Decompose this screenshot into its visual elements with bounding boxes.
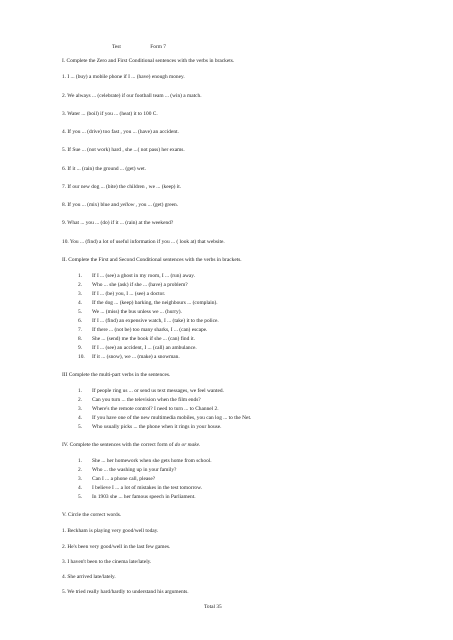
section-2-item: Who ... she (ask) if she ... (have) a problem? [92, 282, 188, 288]
section-5-item: 5. We tried really hard/hardly to understand his arguments. [62, 589, 189, 595]
section-4-item: In 1903 she ... her famous speech in Parliament. [92, 494, 196, 500]
section-4-title-text: IV. Complete the sentences with the correct form of [62, 442, 175, 448]
section-2-item: She ... (send) me the book if she ... (can) find it. [92, 336, 195, 342]
item-number: 6. [78, 318, 83, 324]
section-2-item: If it ... (snow), we ... (make) a snowman. [92, 354, 180, 360]
section-2-item: If I ... (find) an expensive watch, I ... (take) it to the police. [92, 318, 219, 324]
section-1-item: 1. I ... (buy) a mobile phone if I ... (have) enough money. [62, 74, 185, 80]
section-1-item: 5. If Sue ... (not work) hard , she ...( not pass) her exams. [62, 147, 185, 153]
item-number: 3. [78, 406, 83, 412]
item-number: 5. [78, 494, 83, 500]
section-5-item: 2. He's been very good/well in the last few games. [62, 544, 171, 550]
section-4-title-end: . [199, 442, 201, 448]
section-2-item: If there ... (not be) too many sharks, I ... (can) escape. [92, 327, 208, 333]
section-4-item: Who ... the washing up in your family? [92, 467, 177, 473]
item-number: 4. [78, 300, 83, 306]
section-1-item: 6. If it ... (rain) the ground ... (get) wet. [62, 166, 146, 172]
section-3-item: If you have one of the new multimedia mobiles, you can log ... to the Net. [92, 415, 252, 421]
item-number: 1. [78, 273, 83, 279]
item-number: 2. [78, 467, 83, 473]
section-1-item: 10. You ... (find) a lot of useful information if you ... ( look at) that website. [62, 239, 225, 245]
section-4-item: Can I ... a phone call, please? [92, 476, 156, 482]
item-number: 7. [78, 327, 83, 333]
section-2-item: If I ... (be) you, I ... (see) a doctor. [92, 291, 166, 297]
section-3-item: Can you turn ... the television when the film ends? [92, 397, 201, 403]
section-2-item: If I ... (see) an accident, I ... (call) an ambulance. [92, 345, 197, 351]
item-number: 3. [78, 476, 83, 482]
section-4-item: I believe I ... a lot of mistakes in the test tomorrow. [92, 485, 202, 491]
section-3-item: If people ring us ... or send us text messages, we feel wanted. [92, 388, 224, 394]
section-1-title: I. Complete the Zero and First Conditional sentences with the verbs in brackets. [62, 58, 235, 64]
item-number: 4. [78, 485, 83, 491]
item-number: 5. [78, 424, 83, 430]
section-2-title: II. Complete the First and Second Conditional sentences with the verbs in brackets. [62, 257, 242, 263]
section-2-item: If I ... (see) a ghost in my room, I ... (run) away. [92, 273, 195, 279]
section-1-item: 7. If our new dog ... (bite) the children , we ... (keep) it. [62, 184, 182, 190]
section-5-item: 3. I haven't been to the cinema late/lately. [62, 559, 152, 565]
section-1-item: 4. If you ... (drive) too fast , you ... (have) an accident. [62, 129, 179, 135]
test-label: Test [112, 44, 121, 50]
item-number: 10. [78, 354, 85, 360]
section-1-item: 2. We always ... (celebrate) if our football team ... (win) a match. [62, 93, 202, 99]
form-label: Form 7 [150, 44, 166, 50]
section-4-title [62, 442, 200, 449]
section-3-item: Where's the remote control? I need to turn ... to Channel 2. [92, 406, 219, 412]
item-number: 9. [78, 345, 83, 351]
item-number: 4. [78, 415, 83, 421]
section-2-item: We ... (miss) the bus unless we ... (hurry). [92, 309, 182, 315]
section-4-title-emphasis: do or make [174, 442, 200, 448]
item-number: 8. [78, 336, 83, 342]
item-number: 1. [78, 388, 83, 394]
section-4-item: She ... her homework when she gets home from school. [92, 458, 212, 464]
section-1-item: 3. Water ... (boil) if you ... (heat) it to 100 C. [62, 111, 158, 117]
section-3-item: Who usually picks ... the phone when it rings in your house. [92, 424, 222, 430]
section-5-item: 4. She arrived late/lately. [62, 574, 116, 580]
section-3-title: III Complete the multi-part verbs in the sentences. [62, 372, 171, 378]
section-5-item: 1. Beckham is playing very good/well today. [62, 528, 159, 534]
section-1-item: 9. What ... you ... (do) if it ... (rain) at the weekend? [62, 220, 174, 226]
total-score: Total 35 [204, 604, 222, 610]
item-number: 1. [78, 458, 83, 464]
section-1-item: 8. If you ... (mix) blue and yellow , you ... (get) green. [62, 202, 179, 208]
section-2-item: If the dog ... (keep) barking, the neighbours ... (complain). [92, 300, 218, 306]
item-number: 3. [78, 291, 83, 297]
section-5-title: V. Circle the correct words. [62, 512, 122, 518]
item-number: 2. [78, 282, 83, 288]
item-number: 2. [78, 397, 83, 403]
header [112, 44, 166, 51]
item-number: 5. [78, 309, 83, 315]
